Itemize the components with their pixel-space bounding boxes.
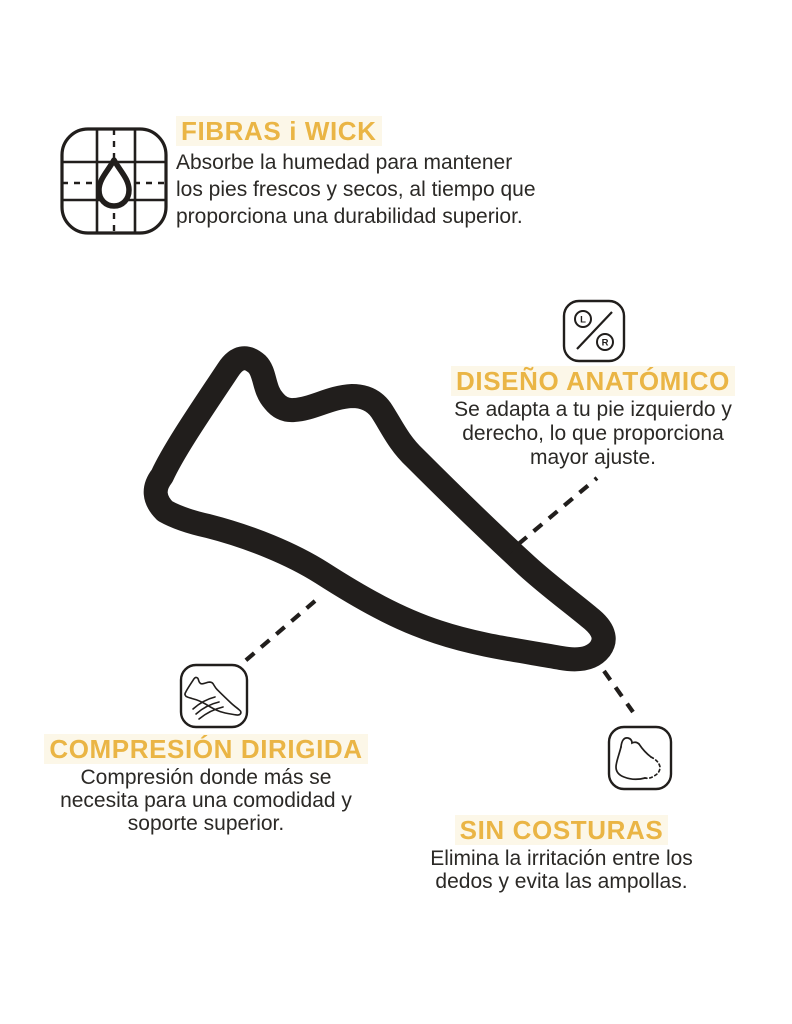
feature-block-compression — [16, 734, 396, 835]
feature-block-seamless — [389, 815, 734, 893]
right-letter: R — [601, 337, 609, 349]
water-drop-icon — [99, 160, 129, 206]
moisture-wicking-grid-drop-icon — [62, 129, 166, 233]
feature-description-line: derecho, lo que proporciona — [462, 422, 724, 445]
dashed-connector-compression — [245, 601, 315, 661]
feature-title-seamless: SIN COSTURAS — [389, 815, 734, 845]
feature-block-anatomic — [417, 366, 769, 470]
feature-title-anatomic: DISEÑO ANATÓMICO — [417, 366, 769, 396]
left-right-anatomic-icon — [564, 301, 624, 361]
feature-body-compression — [16, 766, 396, 835]
feature-title-compression: COMPRESIÓN DIRIGIDA — [16, 734, 396, 764]
dashed-connector-seamless — [604, 671, 633, 712]
left-letter: L — [580, 314, 586, 326]
feature-description-line: dedos y evita las ampollas. — [435, 870, 688, 893]
feature-body-seamless — [389, 847, 734, 893]
seamless-sock-icon — [609, 727, 671, 789]
feature-description-line: Elimina la irritación entre los — [430, 847, 693, 870]
feature-description-line: mayor ajuste. — [529, 446, 657, 469]
feature-description-line: necesita para una comodidad y — [60, 789, 352, 812]
feature-description-line: proporciona una durabilidad superior. — [176, 205, 523, 228]
feature-description-line: Se adapta a tu pie izquierdo y — [454, 398, 732, 421]
feature-description-line: los pies frescos y secos, al tiempo que — [176, 178, 536, 201]
compression-sock-icon — [181, 665, 247, 727]
feature-description-line: Absorbe la humedad para mantener — [176, 151, 513, 174]
feature-body-anatomic — [417, 398, 769, 470]
feature-title-wick: FIBRAS i WICK — [176, 116, 596, 146]
feature-body-wick — [176, 149, 596, 230]
feature-description-line: soporte superior. — [127, 812, 285, 835]
feature-description-line: Compresión donde más se — [80, 766, 332, 789]
feature-block-wick — [176, 116, 596, 230]
